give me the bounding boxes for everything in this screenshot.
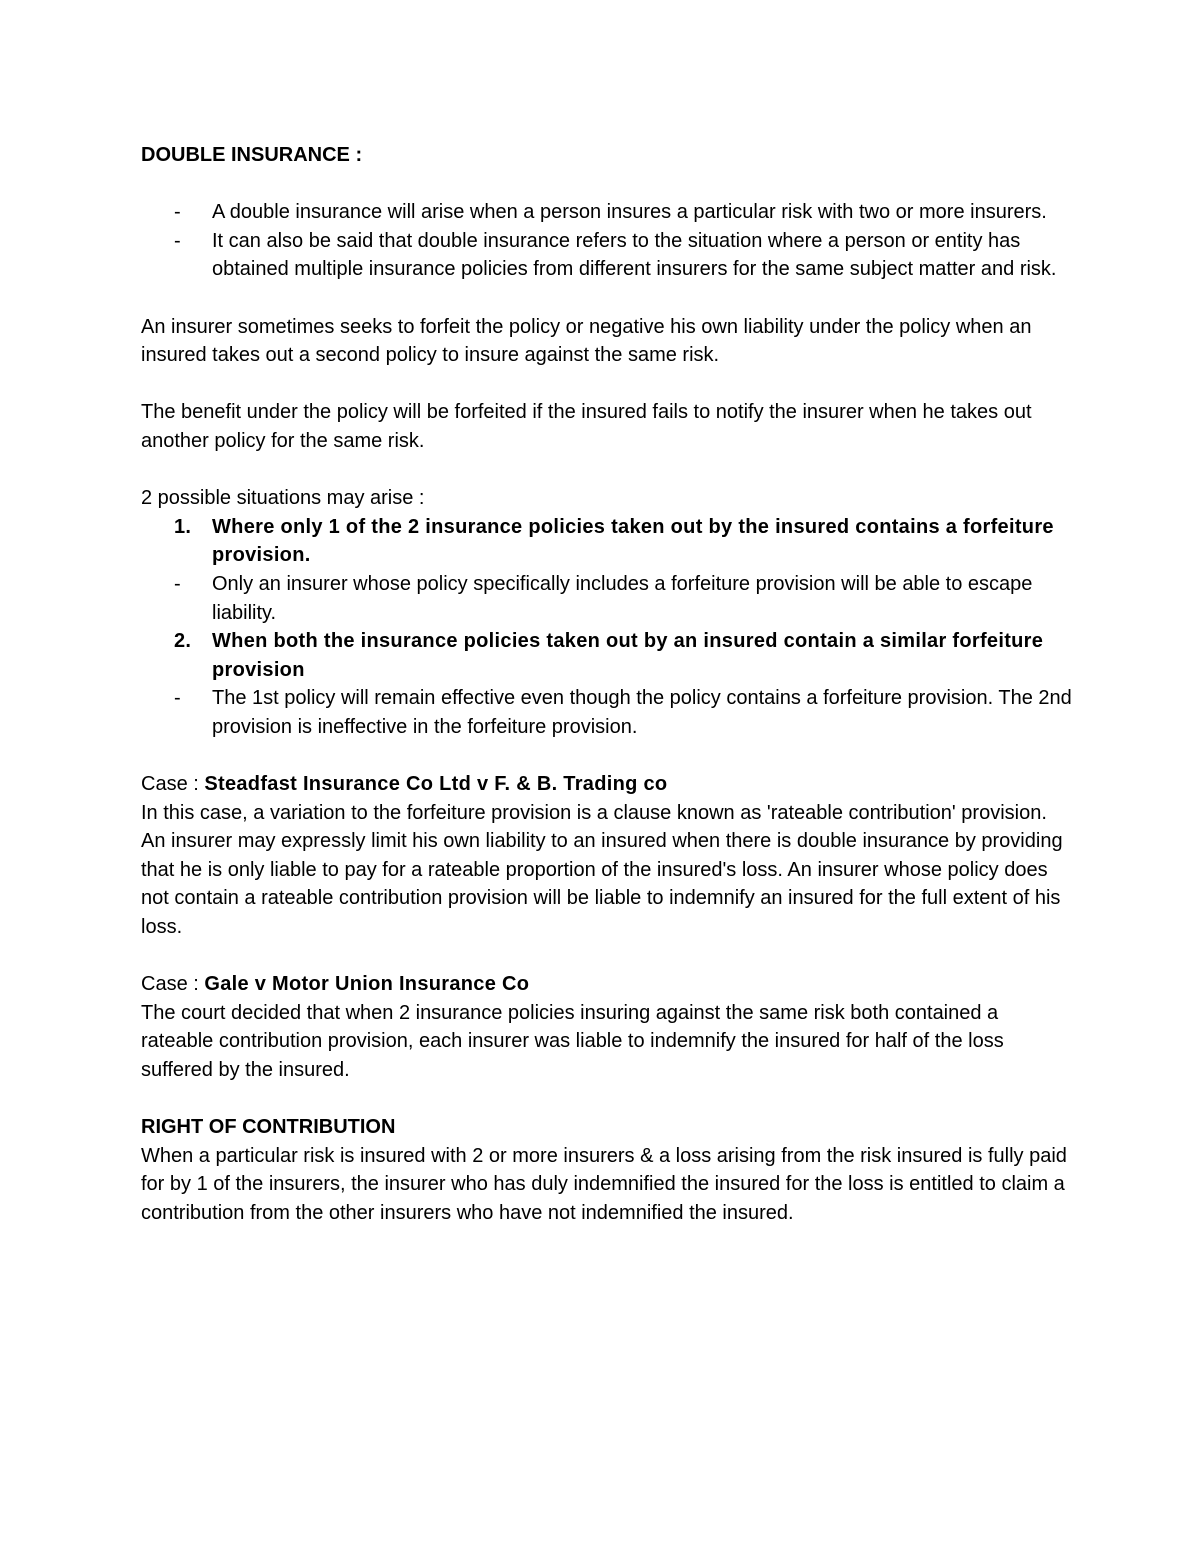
situation-note-text: The 1st policy will remain effective even though the policy contains a forfeiture provision. The 2nd provision is ineffective in the forfeiture provision. xyxy=(212,687,1072,738)
situation-note-text: Only an insurer whose policy specifically includes a forfeiture provision will be able to escape liability. xyxy=(212,572,1033,624)
spacer xyxy=(141,741,1200,770)
right-of-contribution-body: When a particular risk is insured with 2 or more insurers & a loss arising from the risk insured is fully paid for by 1 of the insurers, the insurer who has duly indemnified the insured for the loss is entitled to claim a contribution from the other insurers who have not indemnified the insured. xyxy=(141,1144,1067,1224)
situations-intro: 2 possible situations may arise : xyxy=(141,487,425,510)
dash-bullet-icon: - xyxy=(174,201,181,224)
case-heading xyxy=(141,770,1071,799)
situation-title-text: Where only 1 of the 2 insurance policies taken out by the insured contains a forfeiture provision. xyxy=(212,515,1054,567)
case-label: Case : xyxy=(141,773,205,796)
spacer xyxy=(141,370,1200,399)
definition-bullet-list xyxy=(141,198,1061,284)
section-heading-double-insurance: DOUBLE INSURANCE : xyxy=(141,144,363,166)
paragraph-benefit-forfeited: The benefit under the policy will be forfeited if the insured fails to notify the insurer when he takes out another policy for the same risk. xyxy=(141,401,1032,452)
spacer xyxy=(141,170,1200,199)
list-number: 1. xyxy=(174,515,192,538)
situation-note xyxy=(141,684,1072,741)
bullet-text: It can also be said that double insurance refers to the situation where a person or entity has obtained multiple insurance policies from different insurers for the same subject matter and risk. xyxy=(212,229,1057,281)
spacer xyxy=(141,1085,1200,1114)
situation-title-text: When both the insurance policies taken out by an insured contain a similar forfeiture provision xyxy=(212,630,1044,681)
case-label: Case : xyxy=(141,973,205,996)
section-heading-right-of-contribution: RIGHT OF CONTRIBUTION xyxy=(141,1116,396,1139)
dash-bullet-icon: - xyxy=(174,687,181,710)
dash-bullet-icon: - xyxy=(174,572,181,595)
list-number: 2. xyxy=(174,630,192,653)
situations-list xyxy=(141,513,1200,742)
case-name: Gale v Motor Union Insurance Co xyxy=(204,973,530,996)
bullet-item xyxy=(141,198,1061,227)
spacer xyxy=(141,942,1200,971)
spacer xyxy=(141,284,1200,313)
paragraph-forfeit-liability: An insurer sometimes seeks to forfeit the policy or negative his own liability under the policy when an insured takes out a second policy to insure against the same risk. xyxy=(141,315,1032,367)
situation-item-title xyxy=(141,513,1072,570)
case-heading xyxy=(141,970,1071,999)
bullet-text: A double insurance will arise when a person insures a particular risk with two or more insurers. xyxy=(212,201,1047,224)
case-name: Steadfast Insurance Co Ltd v F. & B. Trading co xyxy=(204,773,668,796)
case-body: The court decided that when 2 insurance policies insuring against the same risk both contained a rateable contribution provision, each insurer was liable to indemnify the insured for half of the loss suffered by the insured. xyxy=(141,1001,1004,1081)
spacer xyxy=(141,456,1200,485)
situation-item-title xyxy=(141,627,1072,684)
case-body: In this case, a variation to the forfeiture provision is a clause known as 'rateable contribution' provision. An insurer may expressly limit his own liability to an insured when there is double insurance by providing that he is only liable to pay for a rateable proportion of the insured's loss. An insurer whose policy does not contain a rateable contribution provision will be liable to indemnify an insured for the full extent of his loss. xyxy=(141,801,1063,939)
dash-bullet-icon: - xyxy=(174,229,181,252)
bullet-item xyxy=(141,227,1061,284)
situation-note xyxy=(141,570,1072,627)
